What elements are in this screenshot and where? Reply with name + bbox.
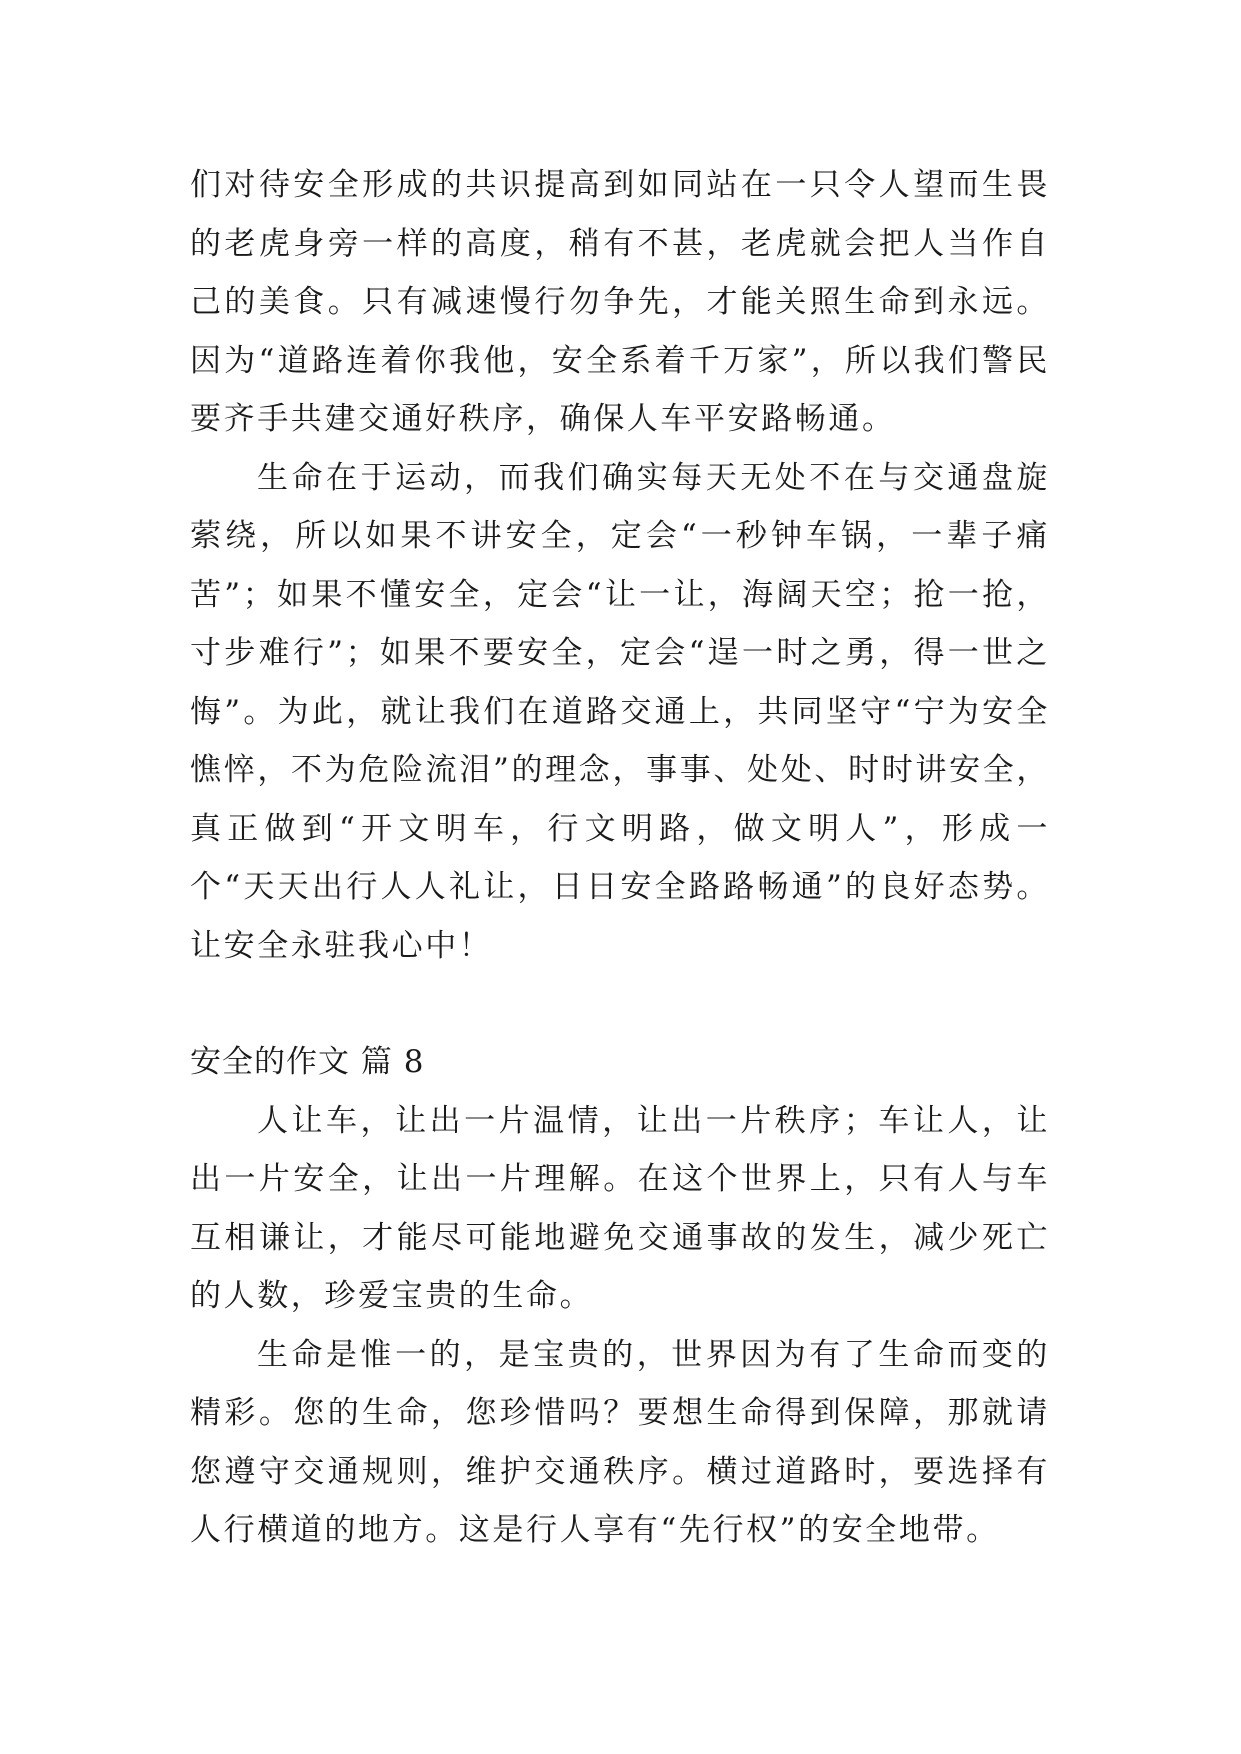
paragraph-yield: 人让车，让出一片温情，让出一片秩序；车让人，让出一片安全，让出一片理解。在这个世界上，只有人与车互相谦让，才能尽可能地避免交通事故的发生，减少死亡的人数，珍爱宝贵的生命。 bbox=[190, 1102, 1050, 1314]
paragraph-life-precious: 生命是惟一的，是宝贵的，世界因为有了生命而变的精彩。您的生命，您珍惜吗？要想生命得到保障，那就请您遵守交通规则，维护交通秩序。横过道路时，要选择有人行横道的地方。这是行人享有“先行权”的安全地带。 bbox=[190, 1336, 1050, 1548]
paragraph-continued: 们对待安全形成的共识提高到如同站在一只令人望而生畏的老虎身旁一样的高度，稍有不甚，老虎就会把人当作自己的美食。只有减速慢行勿争先，才能关照生命到永远。因为“道路连着你我他，安全系着千万家”，所以我们警民要齐手共建交通好秩序，确保人车平安路畅通。 bbox=[190, 167, 1050, 437]
document-body bbox=[190, 156, 1050, 1560]
paragraph-life-in-motion: 生命在于运动，而我们确实每天无处不在与交通盘旋萦绕，所以如果不讲安全，定会“一秒钟车锅，一辈子痛苦”；如果不懂安全，定会“让一让，海阔天空；抢一抢，寸步难行”；如果不要安全，定会“逞一时之勇，得一世之悔”。为此，就让我们在道路交通上，共同坚守“宁为安全憔悴，不为危险流泪”的理念，事事、处处、时时讲安全，真正做到“开文明车，行文明路，做文明人”，形成一个“天天出行人人礼让，日日安全路路畅通”的良好态势。让安全永驻我心中！ bbox=[190, 459, 1050, 964]
section-heading: 安全的作文 篇 8 bbox=[190, 1044, 425, 1080]
